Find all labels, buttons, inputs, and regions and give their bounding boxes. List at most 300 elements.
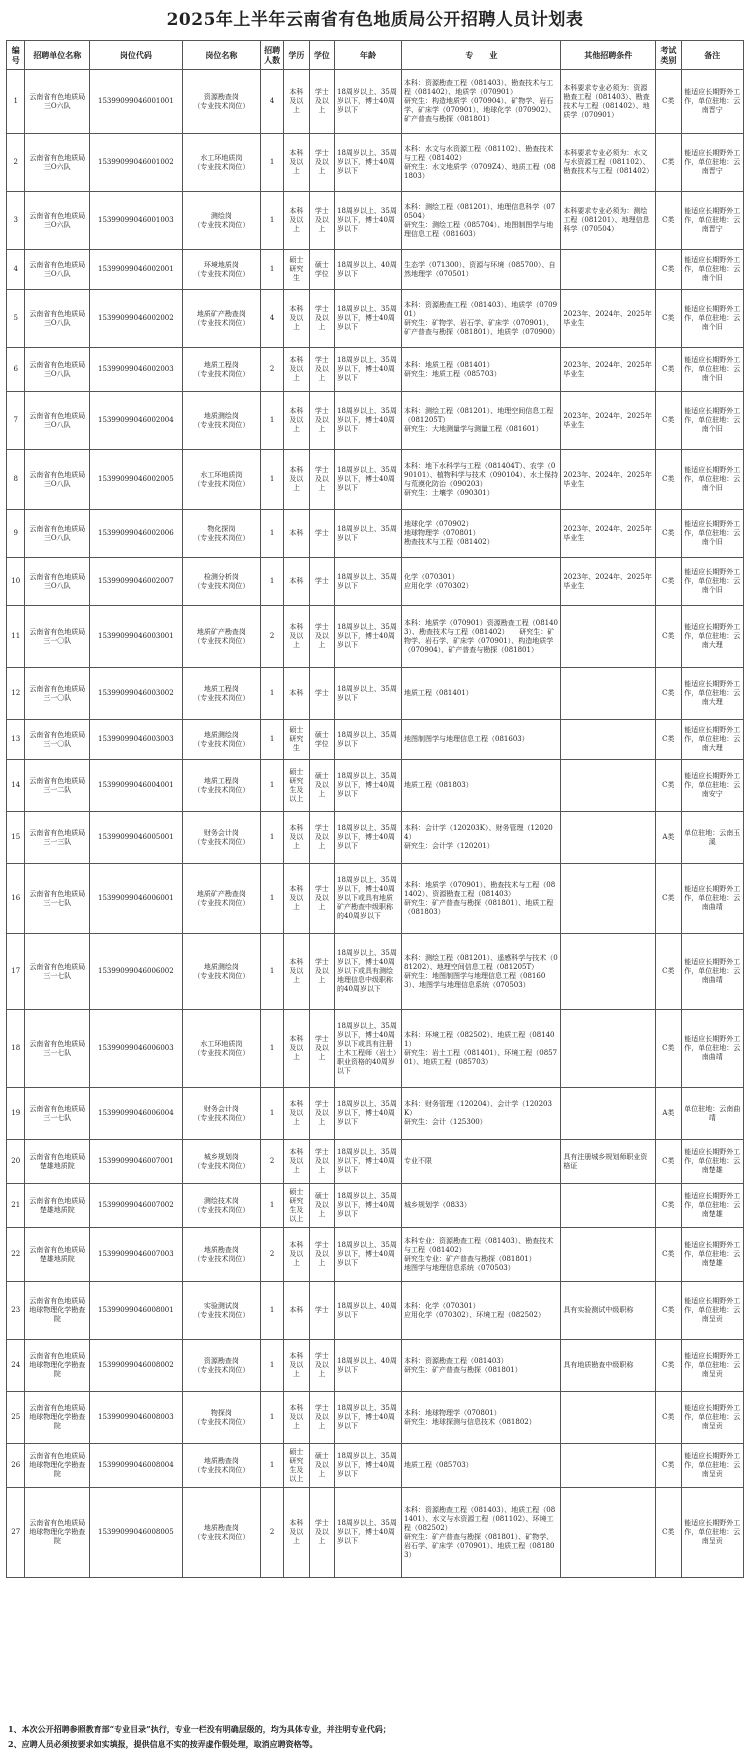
cell-position-code: 15399099046002001 <box>90 250 182 290</box>
cell-position-code: 15399099046001002 <box>90 134 182 192</box>
cell-education: 本科 <box>284 668 309 720</box>
cell-age: 18周岁以上、35周岁以下，博士40周岁以下或具有注册土木工程师（岩土）职业资格的40周岁以下 <box>335 1010 402 1088</box>
cell-unit-name: 云南省有色地质局三一七队 <box>25 1010 90 1088</box>
cell-unit-name: 云南省有色地质局三O八队 <box>25 290 90 348</box>
cell-major: 地图制图学与地理信息工程（081603） <box>402 720 561 760</box>
cell-position-code: 15399099046002007 <box>90 558 182 606</box>
column-header: 招聘单位名称 <box>25 41 90 70</box>
cell-position-code: 15399099046006001 <box>90 864 182 934</box>
cell-age: 18周岁以上、35周岁以下，博士40周岁以下 <box>335 192 402 250</box>
cell-education: 硕士研究生 <box>284 720 309 760</box>
cell-position-name: 水工环地质岗 （专业技术岗位） <box>182 1010 261 1088</box>
cell-age: 18周岁以上、40周岁以下 <box>335 1340 402 1392</box>
cell-major: 本科：财务管理（120204）、会计学（120203K） 研究生：会计（125300） <box>402 1088 561 1140</box>
cell-position-code: 15399099046002006 <box>90 510 182 558</box>
cell-age: 18周岁以上、35周岁以下 <box>335 558 402 606</box>
cell-education: 本科及以上 <box>284 392 309 450</box>
cell-position-code: 15399099046007002 <box>90 1184 182 1228</box>
cell-number: 20 <box>7 1140 25 1184</box>
table-row <box>7 392 744 450</box>
footnote-2: 2、应聘人员必须按要求如实填报，提供信息不实的按弄虚作假处理，取消应聘资格等。 <box>8 1739 318 1749</box>
cell-degree: 学士及以上 <box>309 70 334 134</box>
cell-exam-type: C类 <box>656 606 681 668</box>
cell-other-conditions <box>561 1010 656 1088</box>
cell-unit-name: 云南省有色地质局楚雄地质院 <box>25 1228 90 1282</box>
table-row <box>7 1488 744 1578</box>
cell-age: 18周岁以上、35周岁以下，博士40周岁以下 <box>335 1392 402 1444</box>
cell-degree: 学士及以上 <box>309 812 334 864</box>
cell-education: 本科及以上 <box>284 348 309 392</box>
cell-education: 本科 <box>284 510 309 558</box>
cell-number: 16 <box>7 864 25 934</box>
cell-major: 专业不限 <box>402 1140 561 1184</box>
cell-position-name: 水工环地质岗 （专业技术岗位） <box>182 450 261 510</box>
cell-number: 15 <box>7 812 25 864</box>
cell-headcount: 1 <box>261 450 284 510</box>
cell-degree: 学士及以上 <box>309 392 334 450</box>
cell-position-name: 地质测绘岗 （专业技术岗位） <box>182 720 261 760</box>
cell-major: 城乡规划学（0833） <box>402 1184 561 1228</box>
cell-major: 地质工程（081803） <box>402 760 561 812</box>
cell-exam-type: C类 <box>656 1140 681 1184</box>
cell-headcount: 2 <box>261 1228 284 1282</box>
cell-position-name: 地质勘查岗 （专业技术岗位） <box>182 1444 261 1488</box>
cell-position-name: 地质矿产勘查岗 （专业技术岗位） <box>182 290 261 348</box>
cell-major: 本科：测绘工程（081201）、地理空间信息工程（081205T） 研究生：大地测量学与测量工程（081601） <box>402 392 561 450</box>
cell-degree: 硕士学位 <box>309 250 334 290</box>
cell-major: 本科：测绘工程（081201）、地理信息科学（070504） 研究生：测绘工程（085704）、地图制图学与地理信息工程（081603） <box>402 192 561 250</box>
cell-unit-name: 云南省有色地质局三O八队 <box>25 510 90 558</box>
cell-position-name: 物探岗 （专业技术岗位） <box>182 1392 261 1444</box>
cell-remarks: 能适应长期野外工作，单位驻地：云南晋宁 <box>681 134 743 192</box>
cell-position-code: 15399099046003001 <box>90 606 182 668</box>
cell-degree: 学士 <box>309 510 334 558</box>
cell-remarks: 能适应长期野外工作，单位驻地：云南楚雄 <box>681 1228 743 1282</box>
cell-other-conditions <box>561 1228 656 1282</box>
cell-degree: 硕士及以上 <box>309 760 334 812</box>
cell-headcount: 1 <box>261 812 284 864</box>
cell-remarks: 能适应长期野外工作，单位驻地：云南楚雄 <box>681 1184 743 1228</box>
cell-remarks: 能适应长期野外工作，单位驻地：云南个旧 <box>681 348 743 392</box>
table-row <box>7 1340 744 1392</box>
cell-number: 9 <box>7 510 25 558</box>
column-header: 备注 <box>681 41 743 70</box>
cell-exam-type: C类 <box>656 1282 681 1340</box>
cell-education: 本科及以上 <box>284 934 309 1010</box>
cell-position-name: 地质工程岗 （专业技术岗位） <box>182 668 261 720</box>
cell-age: 18周岁以上、35周岁以下，博士40周岁以下 <box>335 1444 402 1488</box>
table-row <box>7 290 744 348</box>
cell-remarks: 能适应长期野外工作，单位驻地：云南呈贡 <box>681 1340 743 1392</box>
column-header: 岗位名称 <box>182 41 261 70</box>
cell-education: 本科及以上 <box>284 1340 309 1392</box>
cell-headcount: 1 <box>261 1392 284 1444</box>
cell-degree: 学士及以上 <box>309 134 334 192</box>
cell-degree: 硕士及以上 <box>309 1184 334 1228</box>
cell-degree: 学士及以上 <box>309 1010 334 1088</box>
cell-major: 本科：地质工程（081401） 研究生：地质工程（085703） <box>402 348 561 392</box>
cell-number: 24 <box>7 1340 25 1392</box>
cell-education: 本科及以上 <box>284 1392 309 1444</box>
table-row <box>7 760 744 812</box>
cell-remarks: 单位驻地：云南曲靖 <box>681 1088 743 1140</box>
cell-exam-type: C类 <box>656 1444 681 1488</box>
cell-age: 18周岁以上、35周岁以下，博士40周岁以下 <box>335 70 402 134</box>
cell-number: 13 <box>7 720 25 760</box>
cell-major: 本科：资源勘查工程（081403）、勘查技术与工程（081402）、地质学（070901） 研究生：构造地质学（070904）、矿物学、岩石学、矿床学（070901）、地球化学（070902）、矿产普查与勘探（081801） <box>402 70 561 134</box>
cell-major: 化学（070301） 应用化学（070302） <box>402 558 561 606</box>
cell-unit-name: 云南省有色地质局三一〇队 <box>25 720 90 760</box>
cell-age: 18周岁以上、35周岁以下，博士40周岁以下 <box>335 290 402 348</box>
recruitment-table <box>6 40 744 1578</box>
cell-unit-name: 云南省有色地质局楚雄地质院 <box>25 1140 90 1184</box>
cell-unit-name: 云南省有色地质局三O八队 <box>25 392 90 450</box>
cell-number: 11 <box>7 606 25 668</box>
cell-major: 本科专业：资源勘查工程（081403）、勘查技术与工程（081402） 研究生专业：矿产普查与勘探（081801） 地图学与地理信息系统（070503） <box>402 1228 561 1282</box>
cell-position-code: 15399099046006003 <box>90 1010 182 1088</box>
cell-unit-name: 云南省有色地质局地球物理化学勘查院 <box>25 1444 90 1488</box>
cell-exam-type: C类 <box>656 1392 681 1444</box>
cell-position-name: 地质工程岗 （专业技术岗位） <box>182 760 261 812</box>
cell-position-code: 15399099046001001 <box>90 70 182 134</box>
cell-unit-name: 云南省有色地质局三一七队 <box>25 864 90 934</box>
cell-exam-type: C类 <box>656 760 681 812</box>
cell-unit-name: 云南省有色地质局三一七队 <box>25 934 90 1010</box>
cell-remarks: 能适应长期野外工作，单位驻地：云南个旧 <box>681 392 743 450</box>
cell-headcount: 1 <box>261 1184 284 1228</box>
cell-degree: 学士及以上 <box>309 1088 334 1140</box>
cell-unit-name: 云南省有色地质局三O八队 <box>25 558 90 606</box>
table-row <box>7 1392 744 1444</box>
cell-number: 10 <box>7 558 25 606</box>
cell-headcount: 4 <box>261 70 284 134</box>
cell-remarks: 能适应长期野外工作，单位驻地：云南曲靖 <box>681 1010 743 1088</box>
cell-major: 本科：测绘工程（081201）、遥感科学与技术（081202）、地理空间信息工程（081205T） 研究生：地图制图学与地理信息工程（081603）、地图学与地理信息系统（070503） <box>402 934 561 1010</box>
cell-major: 本科：会计学（120203K）、财务管理（120204） 研究生：会计学（120201） <box>402 812 561 864</box>
cell-other-conditions <box>561 1184 656 1228</box>
cell-exam-type: C类 <box>656 392 681 450</box>
cell-position-code: 15399099046003003 <box>90 720 182 760</box>
cell-position-code: 15399099046008002 <box>90 1340 182 1392</box>
cell-headcount: 1 <box>261 864 284 934</box>
cell-headcount: 4 <box>261 290 284 348</box>
cell-number: 14 <box>7 760 25 812</box>
cell-age: 18周岁以上、35周岁以下，博士40周岁以下或具有地质矿产勘查中级职称的40周岁以下 <box>335 864 402 934</box>
cell-major: 本科：地质学（070901）资源勘查工程（081403）、勘查技术与工程（081402） 研究生：矿物学、岩石学、矿床学（070901）、构造地质学（070904）、矿产普查与勘探（081801） <box>402 606 561 668</box>
cell-position-code: 15399099046002003 <box>90 348 182 392</box>
cell-major: 本科：地下水科学与工程（081404T）、农学（090101）、植物科学与技术（090104）、水土保持与荒漠化防治（090203） 研究生：土壤学（090301） <box>402 450 561 510</box>
cell-unit-name: 云南省有色地质局地球物理化学勘查院 <box>25 1392 90 1444</box>
cell-other-conditions: 具有地质勘查中级职称 <box>561 1340 656 1392</box>
cell-headcount: 1 <box>261 192 284 250</box>
cell-remarks: 能适应长期野外工作，单位驻地：云南呈贡 <box>681 1392 743 1444</box>
cell-headcount: 1 <box>261 1444 284 1488</box>
cell-other-conditions <box>561 864 656 934</box>
cell-unit-name: 云南省有色地质局三O六队 <box>25 192 90 250</box>
table-row <box>7 1282 744 1340</box>
cell-position-name: 财务会计岗 （专业技术岗位） <box>182 812 261 864</box>
cell-age: 18周岁以上、35周岁以下，博士40周岁以下 <box>335 1488 402 1578</box>
cell-unit-name: 云南省有色地质局地球物理化学勘查院 <box>25 1488 90 1578</box>
cell-position-code: 15399099046007001 <box>90 1140 182 1184</box>
cell-education: 本科及以上 <box>284 134 309 192</box>
cell-education: 硕士研究生及以上 <box>284 760 309 812</box>
cell-exam-type: C类 <box>656 864 681 934</box>
cell-remarks: 能适应长期野外工作，单位驻地：云南个旧 <box>681 290 743 348</box>
cell-number: 19 <box>7 1088 25 1140</box>
cell-headcount: 1 <box>261 510 284 558</box>
cell-headcount: 1 <box>261 934 284 1010</box>
cell-exam-type: C类 <box>656 1010 681 1088</box>
cell-unit-name: 云南省有色地质局三一〇队 <box>25 668 90 720</box>
cell-unit-name: 云南省有色地质局楚雄地质院 <box>25 1184 90 1228</box>
cell-number: 18 <box>7 1010 25 1088</box>
cell-major: 生态学（071300）、资源与环境（085700）、自然地理学（070501） <box>402 250 561 290</box>
cell-position-name: 实验测试岗 （专业技术岗位） <box>182 1282 261 1340</box>
column-header: 招聘人数 <box>261 41 284 70</box>
cell-headcount: 1 <box>261 134 284 192</box>
cell-position-name: 地质测绘岗 （专业技术岗位） <box>182 934 261 1010</box>
column-header: 专 业 <box>402 41 561 70</box>
cell-remarks: 能适应长期野外工作，单位驻地：云南个旧 <box>681 250 743 290</box>
cell-age: 18周岁以上、35周岁以下，博士40周岁以下 <box>335 134 402 192</box>
cell-major: 本科：资源勘查工程（081403） 研究生：矿产普查与勘探（081801） <box>402 1340 561 1392</box>
cell-position-code: 15399099046004001 <box>90 760 182 812</box>
table-row <box>7 558 744 606</box>
cell-exam-type: C类 <box>656 250 681 290</box>
cell-education: 本科及以上 <box>284 1010 309 1088</box>
cell-other-conditions: 具有实验测试中级职称 <box>561 1282 656 1340</box>
cell-education: 本科及以上 <box>284 290 309 348</box>
cell-remarks: 能适应长期野外工作，单位驻地：云南呈贡 <box>681 1282 743 1340</box>
table-row <box>7 606 744 668</box>
cell-age: 18周岁以上、35周岁以下，博士40周岁以下 <box>335 392 402 450</box>
cell-major: 本科：水文与水资源工程（081102）、勘查技术与工程（081402） 研究生：水文地质学（0709Z4）、地质工程（081803） <box>402 134 561 192</box>
table-row <box>7 1228 744 1282</box>
cell-position-code: 15399099046008001 <box>90 1282 182 1340</box>
cell-education: 硕士研究生 <box>284 250 309 290</box>
cell-position-name: 资源勘查岗 （专业技术岗位） <box>182 70 261 134</box>
cell-age: 18周岁以上、35周岁以下 <box>335 668 402 720</box>
cell-major: 地球化学（070902） 地球物理学（070801） 勘查技术与工程（081402） <box>402 510 561 558</box>
cell-degree: 学士及以上 <box>309 192 334 250</box>
cell-headcount: 1 <box>261 1282 284 1340</box>
cell-other-conditions <box>561 1444 656 1488</box>
cell-headcount: 1 <box>261 668 284 720</box>
cell-education: 本科及以上 <box>284 606 309 668</box>
cell-position-name: 环境地质岗 （专业技术岗位） <box>182 250 261 290</box>
cell-major: 本科：环境工程（082502）、地质工程（081401） 研究生：岩土工程（081401）、环境工程（085701）、地质工程（085703） <box>402 1010 561 1088</box>
cell-headcount: 2 <box>261 606 284 668</box>
cell-number: 21 <box>7 1184 25 1228</box>
cell-remarks: 能适应长期野外工作，单位驻地：云南个旧 <box>681 510 743 558</box>
cell-exam-type: C类 <box>656 1228 681 1282</box>
table-row <box>7 192 744 250</box>
column-header: 学位 <box>309 41 334 70</box>
cell-other-conditions <box>561 1488 656 1578</box>
cell-position-code: 15399099046002004 <box>90 392 182 450</box>
cell-age: 18周岁以上、35周岁以下 <box>335 720 402 760</box>
cell-number: 5 <box>7 290 25 348</box>
cell-position-name: 检测分析岗 （专业技术岗位） <box>182 558 261 606</box>
table-row <box>7 812 744 864</box>
cell-remarks: 能适应长期野外工作，单位驻地：云南大理 <box>681 668 743 720</box>
cell-age: 18周岁以上、35周岁以下，博士40周岁以下 <box>335 812 402 864</box>
cell-major: 本科：资源勘查工程（081403）、地质工程（081401）、水文与水资源工程（081102）、环境工程（082502） 研究生：矿产普查与勘探（081801）、矿物学、岩石学、矿床学（070901）、地质工程（081803） <box>402 1488 561 1578</box>
cell-position-code: 15399099046008004 <box>90 1444 182 1488</box>
cell-degree: 学士 <box>309 558 334 606</box>
cell-age: 18周岁以上、35周岁以下，博士40周岁以下 <box>335 760 402 812</box>
column-header: 年龄 <box>335 41 402 70</box>
cell-remarks: 能适应长期野外工作，单位驻地：云南安宁 <box>681 760 743 812</box>
cell-headcount: 1 <box>261 392 284 450</box>
cell-unit-name: 云南省有色地质局地球物理化学勘查院 <box>25 1340 90 1392</box>
cell-remarks: 能适应长期野外工作，单位驻地：云南晋宁 <box>681 192 743 250</box>
column-header: 岗位代码 <box>90 41 182 70</box>
cell-number: 25 <box>7 1392 25 1444</box>
cell-age: 18周岁以上、35周岁以下，博士40周岁以下 <box>335 348 402 392</box>
cell-unit-name: 云南省有色地质局三O八队 <box>25 250 90 290</box>
cell-position-name: 财务会计岗 （专业技术岗位） <box>182 1088 261 1140</box>
cell-other-conditions: 具有注册城乡规划师职业资格证 <box>561 1140 656 1184</box>
cell-position-name: 地质勘查岗 （专业技术岗位） <box>182 1228 261 1282</box>
cell-degree: 硕士学位 <box>309 720 334 760</box>
column-header: 编号 <box>7 41 25 70</box>
cell-headcount: 1 <box>261 1010 284 1088</box>
table-row <box>7 864 744 934</box>
cell-exam-type: C类 <box>656 450 681 510</box>
cell-number: 8 <box>7 450 25 510</box>
cell-remarks: 能适应长期野外工作，单位驻地：云南个旧 <box>681 558 743 606</box>
cell-age: 18周岁以上、40周岁以下 <box>335 1282 402 1340</box>
cell-position-code: 15399099046008005 <box>90 1488 182 1578</box>
cell-education: 本科及以上 <box>284 1088 309 1140</box>
cell-other-conditions: 2023年、2024年、2025年毕业生 <box>561 450 656 510</box>
column-header: 其他招聘条件 <box>561 41 656 70</box>
cell-position-name: 测绘岗 （专业技术岗位） <box>182 192 261 250</box>
cell-position-name: 测绘技术岗 （专业技术岗位） <box>182 1184 261 1228</box>
cell-education: 本科及以上 <box>284 812 309 864</box>
cell-remarks: 能适应长期野外工作，单位驻地：云南曲靖 <box>681 934 743 1010</box>
cell-unit-name: 云南省有色地质局三O六队 <box>25 134 90 192</box>
cell-headcount: 2 <box>261 348 284 392</box>
cell-major: 本科：资源勘查工程（081403）、地质学（070901） 研究生：矿物学、岩石学、矿床学（070901）、矿产普查与勘探（081801）、地质学（070900） <box>402 290 561 348</box>
cell-position-name: 物化探岗 （专业技术岗位） <box>182 510 261 558</box>
cell-education: 本科及以上 <box>284 1488 309 1578</box>
cell-other-conditions: 2023年、2024年、2025年毕业生 <box>561 510 656 558</box>
cell-headcount: 2 <box>261 1140 284 1184</box>
cell-other-conditions <box>561 760 656 812</box>
cell-education: 硕士研究生及以上 <box>284 1444 309 1488</box>
table-row <box>7 134 744 192</box>
cell-remarks: 能适应长期野外工作，单位驻地：云南大理 <box>681 606 743 668</box>
cell-other-conditions: 2023年、2024年、2025年毕业生 <box>561 558 656 606</box>
table-header-row <box>7 41 744 70</box>
table-row <box>7 1140 744 1184</box>
cell-degree: 学士及以上 <box>309 1392 334 1444</box>
cell-other-conditions <box>561 1392 656 1444</box>
cell-exam-type: A类 <box>656 1088 681 1140</box>
footnotes <box>8 1722 742 1752</box>
cell-number: 1 <box>7 70 25 134</box>
cell-degree: 硕士及以上 <box>309 1444 334 1488</box>
cell-age: 18周岁以上、35周岁以下，博士40周岁以下 <box>335 1088 402 1140</box>
cell-exam-type: A类 <box>656 812 681 864</box>
cell-other-conditions: 2023年、2024年、2025年毕业生 <box>561 290 656 348</box>
table-row <box>7 250 744 290</box>
table-row <box>7 720 744 760</box>
cell-degree: 学士及以上 <box>309 934 334 1010</box>
cell-position-name: 地质矿产勘查岗 （专业技术岗位） <box>182 864 261 934</box>
cell-other-conditions <box>561 812 656 864</box>
cell-number: 4 <box>7 250 25 290</box>
cell-other-conditions <box>561 934 656 1010</box>
table-row <box>7 348 744 392</box>
cell-major: 本科：地球物理学（070801） 研究生：地球探测与信息技术（081802） <box>402 1392 561 1444</box>
cell-education: 本科及以上 <box>284 450 309 510</box>
cell-degree: 学士及以上 <box>309 450 334 510</box>
cell-unit-name: 云南省有色地质局三一〇队 <box>25 606 90 668</box>
cell-other-conditions <box>561 668 656 720</box>
cell-degree: 学士及以上 <box>309 290 334 348</box>
cell-headcount: 1 <box>261 250 284 290</box>
table-row <box>7 1088 744 1140</box>
column-header: 考试类别 <box>656 41 681 70</box>
cell-remarks: 单位驻地：云南玉溪 <box>681 812 743 864</box>
cell-degree: 学士及以上 <box>309 1340 334 1392</box>
cell-exam-type: C类 <box>656 558 681 606</box>
cell-exam-type: C类 <box>656 192 681 250</box>
cell-headcount: 2 <box>261 1488 284 1578</box>
cell-degree: 学士及以上 <box>309 1488 334 1578</box>
cell-degree: 学士及以上 <box>309 348 334 392</box>
cell-education: 硕士研究生及以上 <box>284 1184 309 1228</box>
cell-age: 18周岁以上、35周岁以下，博士40周岁以下或具有测绘地理信息中级职称的40周岁以下 <box>335 934 402 1010</box>
table-row <box>7 1010 744 1088</box>
cell-unit-name: 云南省有色地质局三一二队 <box>25 760 90 812</box>
cell-exam-type: C类 <box>656 1488 681 1578</box>
cell-exam-type: C类 <box>656 1184 681 1228</box>
cell-position-code: 15399099046005001 <box>90 812 182 864</box>
cell-position-name: 地质勘查岗 （专业技术岗位） <box>182 1488 261 1578</box>
cell-unit-name: 云南省有色地质局三O八队 <box>25 450 90 510</box>
cell-degree: 学士 <box>309 1282 334 1340</box>
cell-degree: 学士及以上 <box>309 864 334 934</box>
cell-exam-type: C类 <box>656 348 681 392</box>
cell-age: 18周岁以上、35周岁以下 <box>335 510 402 558</box>
cell-remarks: 能适应长期野外工作，单位驻地：云南曲靖 <box>681 864 743 934</box>
cell-other-conditions <box>561 250 656 290</box>
cell-remarks: 能适应长期野外工作，单位驻地：云南个旧 <box>681 450 743 510</box>
table-row <box>7 1444 744 1488</box>
footnote-1: 1、本次公开招聘参照教育部“专业目录”执行，专业一栏没有明确层级的，均为具体专业，并注明专业代码； <box>8 1724 391 1734</box>
cell-number: 22 <box>7 1228 25 1282</box>
cell-unit-name: 云南省有色地质局三O八队 <box>25 348 90 392</box>
cell-number: 26 <box>7 1444 25 1488</box>
table-row <box>7 934 744 1010</box>
cell-major: 地质工程（085703） <box>402 1444 561 1488</box>
cell-exam-type: C类 <box>656 1340 681 1392</box>
cell-remarks: 能适应长期野外工作，单位驻地：云南呈贡 <box>681 1444 743 1488</box>
cell-number: 23 <box>7 1282 25 1340</box>
cell-position-code: 15399099046002005 <box>90 450 182 510</box>
cell-position-name: 资源勘查岗 （专业技术岗位） <box>182 1340 261 1392</box>
cell-exam-type: C类 <box>656 70 681 134</box>
cell-degree: 学士及以上 <box>309 1140 334 1184</box>
cell-age: 18周岁以上、35周岁以下，博士40周岁以下 <box>335 1140 402 1184</box>
cell-major: 地质工程（081401） <box>402 668 561 720</box>
cell-degree: 学士及以上 <box>309 1228 334 1282</box>
